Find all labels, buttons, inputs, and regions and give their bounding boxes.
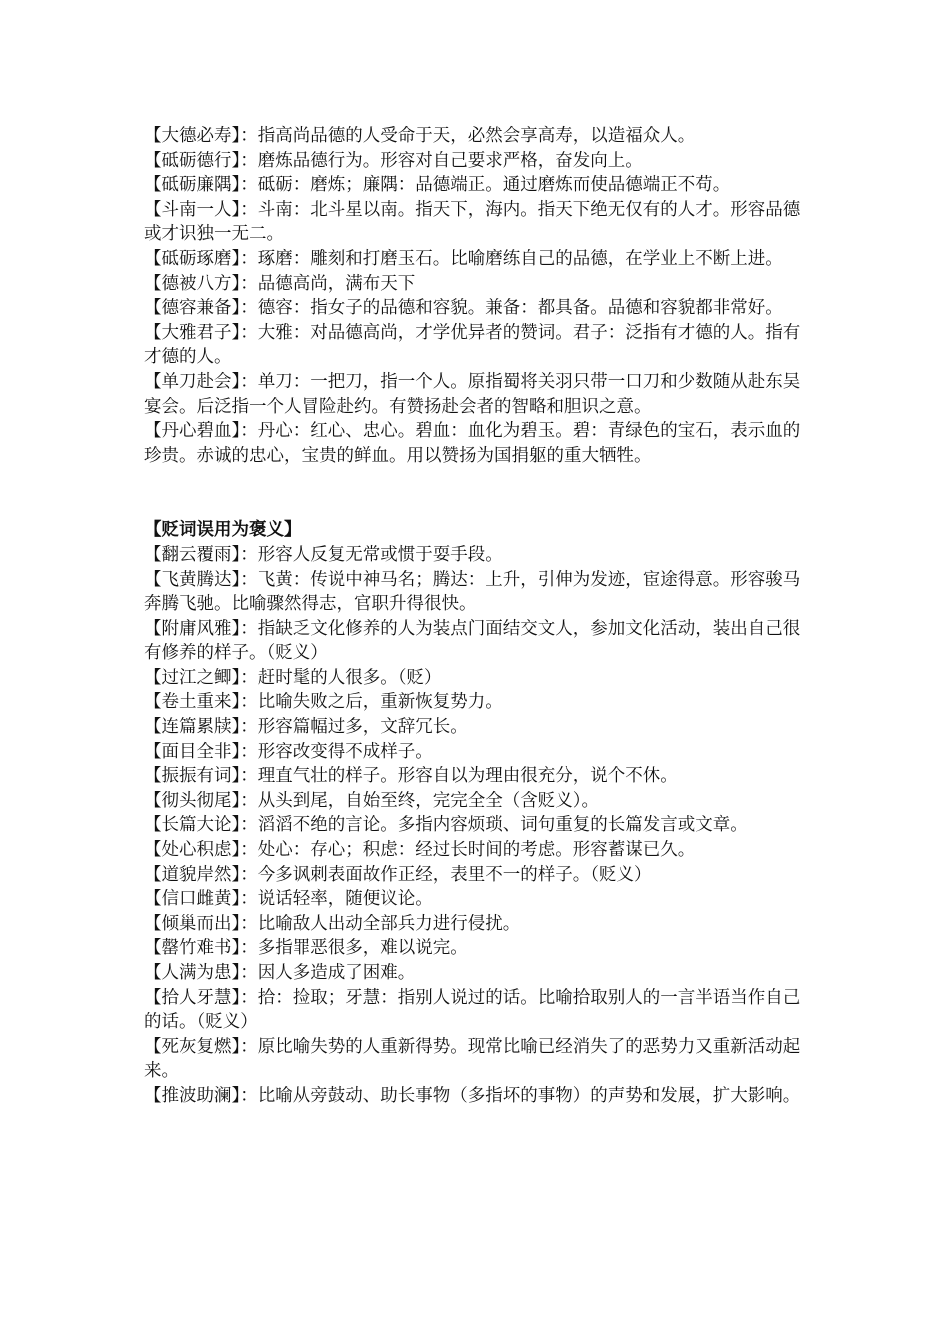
- idiom-entry: 【砥砺琢磨】：琢磨：雕刻和打磨玉石。比喻磨练自己的品德，在学业上不断上进。: [144, 248, 783, 269]
- idiom-entry: 【长篇大论】：滔滔不绝的言论。多指内容烦琐、词句重复的长篇发言或文章。: [144, 815, 748, 836]
- idiom-entry: 【死灰复燃】：原比喻失势的人重新得势。现常比喻已经消失了的恶势力又重新活动起来。: [144, 1036, 801, 1082]
- idiom-entry: 【飞黄腾达】：飞黄：传说中神马名；腾达：上升，引伸为发迹，宦途得意。形容骏马奔腾飞驰。比喻骤然得志，官职升得很快。: [144, 569, 801, 615]
- idiom-entry: 【罄竹难书】：多指罪恶很多，难以说完。: [144, 938, 468, 959]
- idiom-entry: 【砥砺德行】：磨炼品德行为。形容对自己要求严格，奋发向上。: [144, 150, 643, 171]
- idiom-section-commendatory: [144, 124, 812, 468]
- idiom-entry: 【推波助澜】：比喻从旁鼓动、助长事物（多指坏的事物）的声势和发展，扩大影响。: [144, 1085, 801, 1106]
- idiom-entry: 【人满为患】：因人多造成了困难。: [144, 963, 416, 983]
- document-page: [144, 124, 812, 1109]
- idiom-entry: 【大德必寿】：指高尚品德的人受命于天，必然会享高寿，以造福众人。: [144, 126, 696, 146]
- idiom-entry: 【连篇累牍】：形容篇幅过多，文辞冗长。: [144, 717, 468, 738]
- idiom-entry: 【过江之鲫】：赶时髦的人很多。（贬）: [144, 667, 442, 688]
- idiom-entry: 【振振有词】：理直气壮的样子。形容自以为理由很充分，说个不休。: [144, 766, 678, 787]
- idiom-entry: 【砥砺廉隅】：砥砺：磨炼；廉隅：品德端正。通过磨炼而使品德端正不苟。: [144, 175, 731, 196]
- idiom-entry: 【倾巢而出】：比喻敌人出动全部兵力进行侵扰。: [144, 913, 521, 934]
- idiom-entry: 【德被八方】：品德高尚，满布天下: [144, 273, 416, 294]
- idiom-entry: 【面目全非】：形容改变得不成样子。: [144, 741, 433, 762]
- idiom-entry: 【彻头彻尾】：从头到尾，自始至终，完完全全（含贬义）。: [144, 790, 599, 811]
- idiom-entry: 【单刀赴会】：单刀：一把刀，指一个人。原指蜀将关羽只带一口刀和少数随从赴东吴宴会。后泛指一个人冒险赴约。有赞扬赴会者的智略和胆识之意。: [144, 371, 801, 417]
- idiom-entry: 【道貌岸然】：今多讽刺表面故作正经，表里不一的样子。（贬义）: [144, 864, 652, 885]
- idiom-entry: 【信口雌黄】：说话轻率，随便议论。: [144, 889, 433, 910]
- idiom-entry: 【翻云覆雨】：形容人反复无常或惯于耍手段。: [144, 544, 503, 565]
- idiom-entry: 【德容兼备】：德容：指女子的品德和容貌。兼备：都具备。品德和容貌都非常好。: [144, 298, 783, 319]
- idiom-entry: 【附庸风雅】：指缺乏文化修养的人为装点门面结交文人，参加文化活动，装出自己很有修养的样子。（贬义）: [144, 618, 801, 664]
- idiom-entry: 【拾人牙慧】：拾：捡取；牙慧：指别人说过的话。比喻拾取别人的一言半语当作自己的话。（贬义）: [144, 987, 801, 1033]
- idiom-entry: 【大雅君子】：大雅：对品德高尚，才学优异者的赞词。君子：泛指有才德的人。指有才德的人。: [144, 322, 801, 368]
- idiom-section-derogatory-misused: [144, 518, 812, 1108]
- idiom-entry: 【卷土重来】：比喻失败之后，重新恢复势力。: [144, 692, 503, 713]
- section-heading: 【贬词误用为褒义】: [144, 520, 302, 541]
- idiom-entry: 【斗南一人】：斗南：北斗星以南。指天下，海内。指天下绝无仅有的人才。形容品德或才识独一无二。: [144, 199, 801, 245]
- idiom-entry: 【处心积虑】：处心：存心；积虑：经过长时间的考虑。形容蓄谋已久。: [144, 840, 696, 861]
- idiom-entry: 【丹心碧血】：丹心：红心、忠心。碧血：血化为碧玉。碧：青绿色的宝石，表示血的珍贵。赤诚的忠心，宝贵的鲜血。用以赞扬为国捐躯的重大牺牲。: [144, 421, 801, 466]
